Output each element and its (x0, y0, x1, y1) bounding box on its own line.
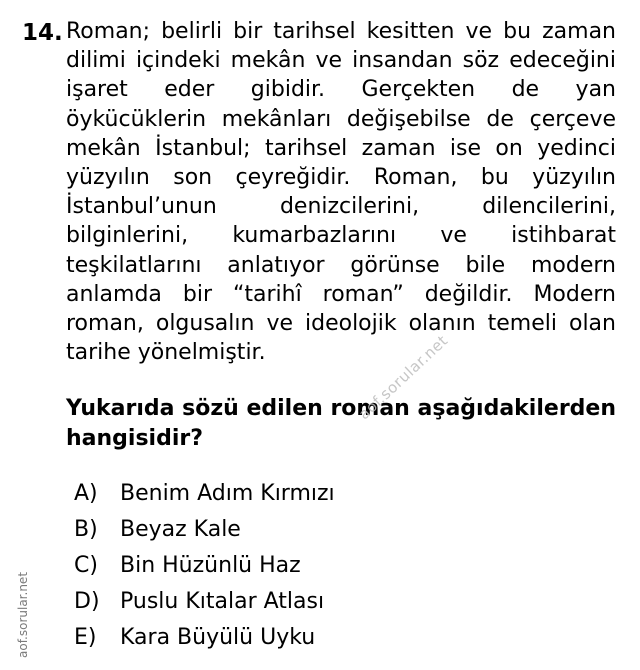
stem-line: Yukarıda sözü edilen roman aşağıdakilerden (66, 396, 616, 421)
stem-line: hangisidir? (66, 426, 203, 451)
passage-line: roman, olgusalın ve ideolojik olanın temeli olan (66, 310, 616, 336)
option-c[interactable] (74, 548, 335, 584)
question-stem (66, 394, 616, 454)
option-letter: B) (74, 517, 98, 542)
passage-line: tarihe yönelmiştir. (66, 340, 266, 366)
option-letter: A) (74, 481, 98, 506)
option-text: Beyaz Kale (120, 517, 241, 542)
option-e[interactable] (74, 620, 335, 656)
passage-line: Roman; belirli bir tarihsel kesitten ve bu zaman (66, 19, 616, 44)
passage-line: anlamda bir “tarihî roman” değildir. Modern (66, 281, 616, 307)
passage-line: mekân İstanbul; tarihsel zaman ise on yedinci (66, 135, 616, 161)
option-letter: D) (74, 589, 100, 614)
watermark-side (0, 558, 30, 658)
option-a[interactable] (74, 476, 335, 512)
watermark-diagonal: aof.sorular.net (355, 331, 452, 424)
question-number: 14. (22, 20, 63, 46)
passage-line: İstanbul’unun denizcilerini, dilencilerini, (66, 194, 616, 220)
option-text: Puslu Kıtalar Atlası (120, 589, 325, 614)
option-d[interactable] (74, 584, 335, 620)
passage-line: yüzyılın son çeyreğidir. Roman, bu yüzyılın (66, 164, 616, 190)
option-letter: C) (74, 553, 98, 578)
question-passage (66, 17, 616, 367)
watermark-side-text: aof.sorular.net (16, 571, 30, 658)
option-text: Bin Hüzünlü Haz (120, 553, 301, 578)
option-letter: E) (74, 625, 97, 650)
passage-line: işaret eder gibidir. Gerçekten de yan (66, 77, 616, 103)
passage-line: teşkilatlarını anlatıyor görünse bile modern (66, 252, 616, 278)
passage-line: öykücüklerin mekânları değişebilse de çerçeve (66, 106, 616, 132)
passage-line: bilginlerini, kumarbazlarını ve istihbarat (66, 223, 616, 249)
option-b[interactable] (74, 512, 335, 548)
option-text: Kara Büyülü Uyku (120, 625, 316, 650)
answer-options (74, 476, 335, 656)
option-text: Benim Adım Kırmızı (120, 481, 335, 506)
passage-line: dilimi içindeki mekân ve insandan söz edeceğini (66, 48, 616, 74)
